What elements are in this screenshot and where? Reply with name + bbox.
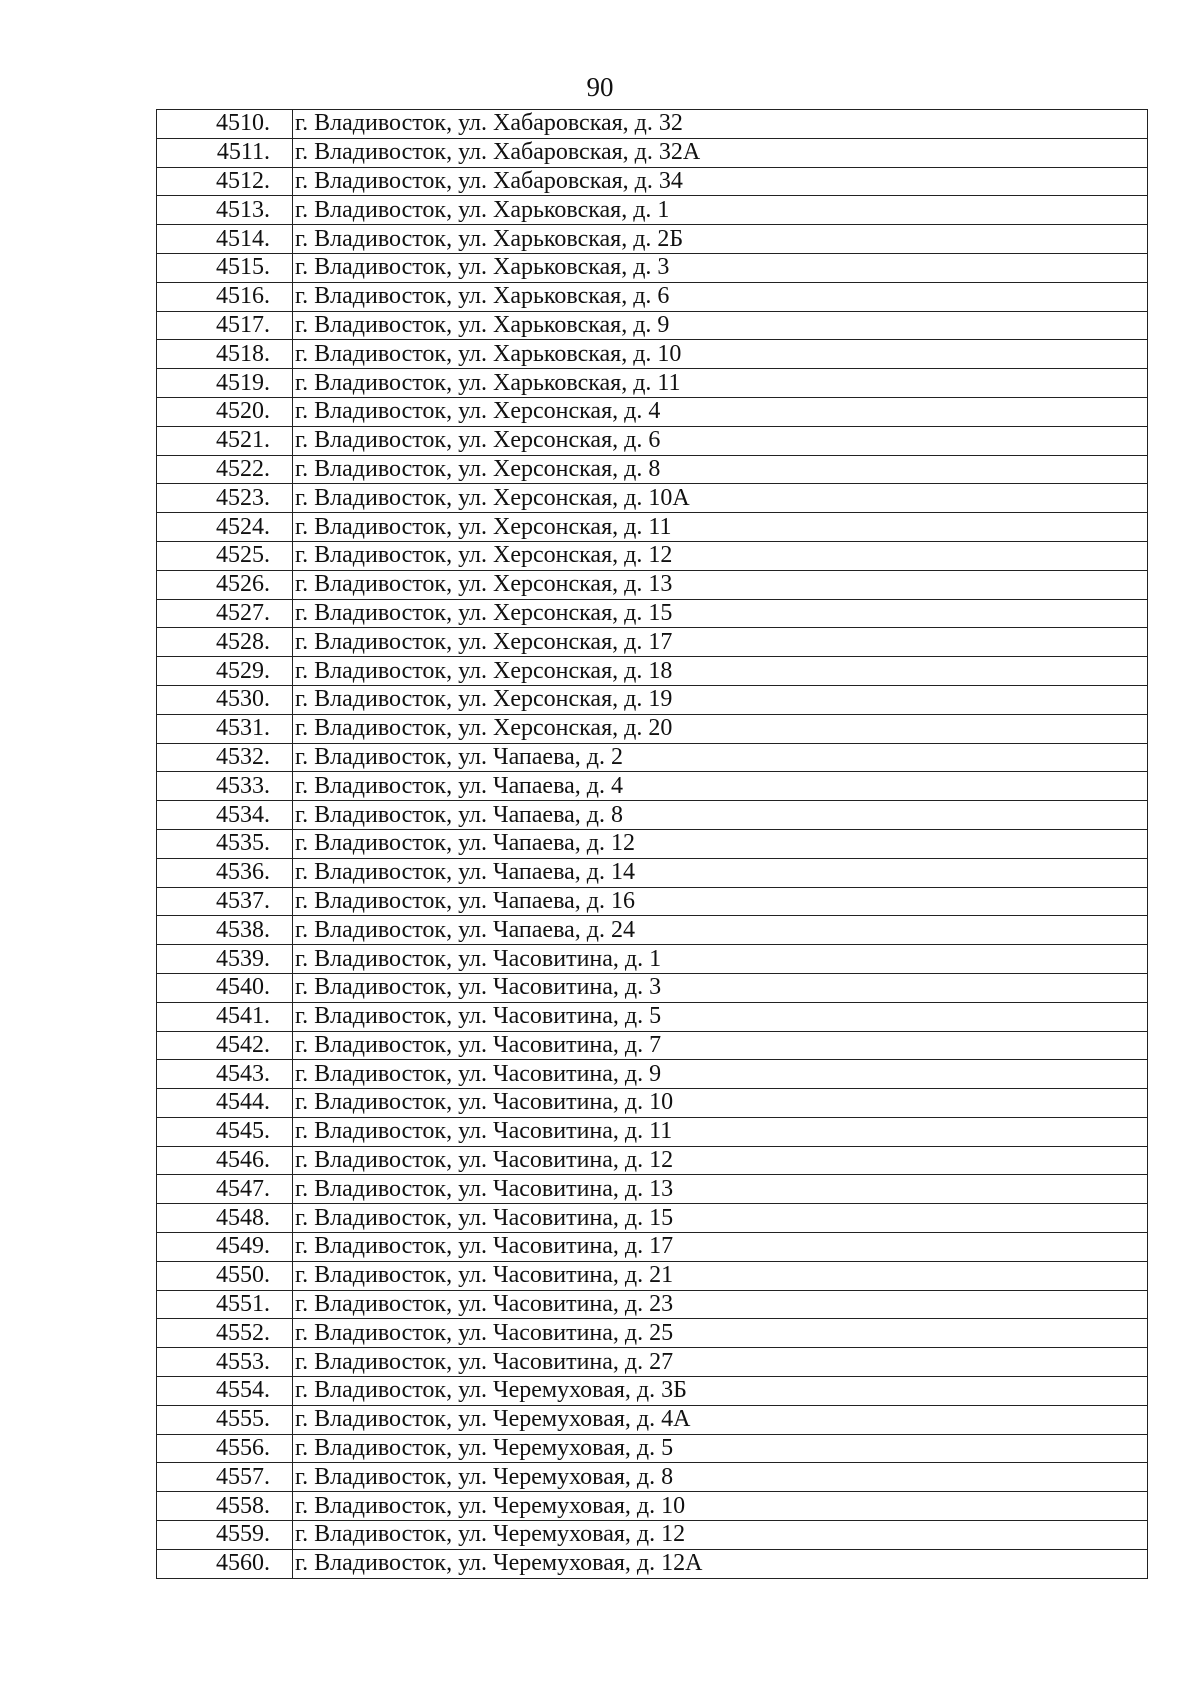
row-number: 4511. <box>157 138 293 167</box>
row-number: 4530. <box>157 685 293 714</box>
row-number: 4541. <box>157 1002 293 1031</box>
table-row <box>157 628 1148 657</box>
row-address: г. Владивосток, ул. Чапаева, д. 24 <box>293 916 1148 945</box>
row-number: 4518. <box>157 340 293 369</box>
table-row <box>157 513 1148 542</box>
row-address: г. Владивосток, ул. Хабаровская, д. 32А <box>293 138 1148 167</box>
row-address: г. Владивосток, ул. Часовитина, д. 5 <box>293 1002 1148 1031</box>
row-address: г. Владивосток, ул. Чапаева, д. 4 <box>293 772 1148 801</box>
table-row <box>157 1377 1148 1406</box>
row-number: 4553. <box>157 1348 293 1377</box>
table-row <box>157 1405 1148 1434</box>
row-number: 4546. <box>157 1146 293 1175</box>
row-number: 4523. <box>157 484 293 513</box>
table-row <box>157 570 1148 599</box>
table-row <box>157 1434 1148 1463</box>
table-row <box>157 340 1148 369</box>
row-address: г. Владивосток, ул. Чапаева, д. 2 <box>293 743 1148 772</box>
row-number: 4536. <box>157 858 293 887</box>
table-row <box>157 1521 1148 1550</box>
row-address: г. Владивосток, ул. Херсонская, д. 11 <box>293 513 1148 542</box>
row-number: 4533. <box>157 772 293 801</box>
row-address: г. Владивосток, ул. Харьковская, д. 10 <box>293 340 1148 369</box>
table-row <box>157 1117 1148 1146</box>
row-address: г. Владивосток, ул. Херсонская, д. 8 <box>293 455 1148 484</box>
row-number: 4540. <box>157 973 293 1002</box>
row-address: г. Владивосток, ул. Черемуховая, д. 3Б <box>293 1377 1148 1406</box>
table-row <box>157 858 1148 887</box>
table-row <box>157 1089 1148 1118</box>
row-number: 4556. <box>157 1434 293 1463</box>
row-number: 4552. <box>157 1319 293 1348</box>
row-number: 4545. <box>157 1117 293 1146</box>
row-number: 4526. <box>157 570 293 599</box>
table-row <box>157 599 1148 628</box>
row-number: 4527. <box>157 599 293 628</box>
row-address: г. Владивосток, ул. Херсонская, д. 12 <box>293 541 1148 570</box>
row-number: 4560. <box>157 1549 293 1578</box>
row-address: г. Владивосток, ул. Черемуховая, д. 4А <box>293 1405 1148 1434</box>
row-address: г. Владивосток, ул. Часовитина, д. 25 <box>293 1319 1148 1348</box>
row-address: г. Владивосток, ул. Часовитина, д. 17 <box>293 1233 1148 1262</box>
row-number: 4558. <box>157 1492 293 1521</box>
row-address: г. Владивосток, ул. Часовитина, д. 7 <box>293 1031 1148 1060</box>
table-row <box>157 455 1148 484</box>
row-address: г. Владивосток, ул. Черемуховая, д. 8 <box>293 1463 1148 1492</box>
table-row <box>157 743 1148 772</box>
table-row <box>157 369 1148 398</box>
table-row <box>157 685 1148 714</box>
row-number: 4538. <box>157 916 293 945</box>
row-address: г. Владивосток, ул. Херсонская, д. 15 <box>293 599 1148 628</box>
table-row <box>157 167 1148 196</box>
row-address: г. Владивосток, ул. Хабаровская, д. 34 <box>293 167 1148 196</box>
row-number: 4524. <box>157 513 293 542</box>
table-row <box>157 916 1148 945</box>
table-row <box>157 829 1148 858</box>
row-number: 4549. <box>157 1233 293 1262</box>
table-row <box>157 196 1148 225</box>
row-number: 4559. <box>157 1521 293 1550</box>
page-number: 90 <box>586 72 614 102</box>
row-number: 4532. <box>157 743 293 772</box>
row-address: г. Владивосток, ул. Чапаева, д. 12 <box>293 829 1148 858</box>
table-row <box>157 138 1148 167</box>
row-address: г. Владивосток, ул. Часовитина, д. 21 <box>293 1261 1148 1290</box>
row-number: 4529. <box>157 657 293 686</box>
table-row <box>157 657 1148 686</box>
row-address: г. Владивосток, ул. Херсонская, д. 13 <box>293 570 1148 599</box>
row-number: 4525. <box>157 541 293 570</box>
table-row <box>157 541 1148 570</box>
table-row <box>157 945 1148 974</box>
table-row <box>157 1233 1148 1262</box>
table-row <box>157 253 1148 282</box>
table-row <box>157 1175 1148 1204</box>
table-row <box>157 311 1148 340</box>
row-address: г. Владивосток, ул. Часовитина, д. 27 <box>293 1348 1148 1377</box>
row-number: 4554. <box>157 1377 293 1406</box>
row-address: г. Владивосток, ул. Харьковская, д. 9 <box>293 311 1148 340</box>
row-number: 4513. <box>157 196 293 225</box>
row-address: г. Владивосток, ул. Херсонская, д. 19 <box>293 685 1148 714</box>
table-row <box>157 973 1148 1002</box>
row-number: 4557. <box>157 1463 293 1492</box>
table-row <box>157 801 1148 830</box>
address-table-body <box>157 110 1148 1579</box>
address-table <box>156 109 1148 1579</box>
row-number: 4531. <box>157 714 293 743</box>
row-number: 4521. <box>157 426 293 455</box>
row-address: г. Владивосток, ул. Херсонская, д. 10А <box>293 484 1148 513</box>
row-number: 4528. <box>157 628 293 657</box>
table-row <box>157 887 1148 916</box>
table-row <box>157 1492 1148 1521</box>
row-address: г. Владивосток, ул. Херсонская, д. 4 <box>293 397 1148 426</box>
table-row <box>157 1463 1148 1492</box>
row-address: г. Владивосток, ул. Херсонская, д. 17 <box>293 628 1148 657</box>
row-number: 4519. <box>157 369 293 398</box>
row-address: г. Владивосток, ул. Чапаева, д. 16 <box>293 887 1148 916</box>
row-number: 4543. <box>157 1060 293 1089</box>
row-address: г. Владивосток, ул. Часовитина, д. 23 <box>293 1290 1148 1319</box>
row-address: г. Владивосток, ул. Часовитина, д. 11 <box>293 1117 1148 1146</box>
row-number: 4544. <box>157 1089 293 1118</box>
table-row <box>157 1549 1148 1578</box>
table-row <box>157 1319 1148 1348</box>
row-number: 4512. <box>157 167 293 196</box>
row-address: г. Владивосток, ул. Черемуховая, д. 5 <box>293 1434 1148 1463</box>
row-address: г. Владивосток, ул. Чапаева, д. 8 <box>293 801 1148 830</box>
row-number: 4547. <box>157 1175 293 1204</box>
row-number: 4551. <box>157 1290 293 1319</box>
row-address: г. Владивосток, ул. Харьковская, д. 11 <box>293 369 1148 398</box>
table-row <box>157 484 1148 513</box>
row-number: 4517. <box>157 311 293 340</box>
row-address: г. Владивосток, ул. Херсонская, д. 6 <box>293 426 1148 455</box>
row-address: г. Владивосток, ул. Чапаева, д. 14 <box>293 858 1148 887</box>
row-address: г. Владивосток, ул. Харьковская, д. 1 <box>293 196 1148 225</box>
row-number: 4534. <box>157 801 293 830</box>
row-address: г. Владивосток, ул. Часовитина, д. 3 <box>293 973 1148 1002</box>
row-number: 4548. <box>157 1204 293 1233</box>
row-number: 4539. <box>157 945 293 974</box>
table-row <box>157 1204 1148 1233</box>
row-address: г. Владивосток, ул. Харьковская, д. 2Б <box>293 225 1148 254</box>
row-address: г. Владивосток, ул. Черемуховая, д. 12А <box>293 1549 1148 1578</box>
row-number: 4516. <box>157 282 293 311</box>
table-row <box>157 110 1148 139</box>
table-row <box>157 1290 1148 1319</box>
table-row <box>157 1146 1148 1175</box>
row-address: г. Владивосток, ул. Часовитина, д. 1 <box>293 945 1148 974</box>
row-number: 4535. <box>157 829 293 858</box>
row-address: г. Владивосток, ул. Часовитина, д. 15 <box>293 1204 1148 1233</box>
row-number: 4522. <box>157 455 293 484</box>
row-address: г. Владивосток, ул. Черемуховая, д. 10 <box>293 1492 1148 1521</box>
table-row <box>157 426 1148 455</box>
table-row <box>157 225 1148 254</box>
row-address: г. Владивосток, ул. Часовитина, д. 13 <box>293 1175 1148 1204</box>
row-address: г. Владивосток, ул. Часовитина, д. 12 <box>293 1146 1148 1175</box>
row-number: 4537. <box>157 887 293 916</box>
row-address: г. Владивосток, ул. Черемуховая, д. 12 <box>293 1521 1148 1550</box>
row-number: 4510. <box>157 110 293 139</box>
table-row <box>157 1060 1148 1089</box>
row-number: 4542. <box>157 1031 293 1060</box>
row-number: 4515. <box>157 253 293 282</box>
table-row <box>157 772 1148 801</box>
row-address: г. Владивосток, ул. Часовитина, д. 9 <box>293 1060 1148 1089</box>
table-row <box>157 397 1148 426</box>
row-address: г. Владивосток, ул. Часовитина, д. 10 <box>293 1089 1148 1118</box>
row-address: г. Владивосток, ул. Харьковская, д. 6 <box>293 282 1148 311</box>
row-address: г. Владивосток, ул. Херсонская, д. 18 <box>293 657 1148 686</box>
row-number: 4520. <box>157 397 293 426</box>
row-number: 4555. <box>157 1405 293 1434</box>
row-address: г. Владивосток, ул. Хабаровская, д. 32 <box>293 110 1148 139</box>
table-row <box>157 282 1148 311</box>
table-row <box>157 1031 1148 1060</box>
table-row <box>157 714 1148 743</box>
table-row <box>157 1348 1148 1377</box>
row-number: 4550. <box>157 1261 293 1290</box>
row-number: 4514. <box>157 225 293 254</box>
table-row <box>157 1002 1148 1031</box>
row-address: г. Владивосток, ул. Херсонская, д. 20 <box>293 714 1148 743</box>
row-address: г. Владивосток, ул. Харьковская, д. 3 <box>293 253 1148 282</box>
table-row <box>157 1261 1148 1290</box>
